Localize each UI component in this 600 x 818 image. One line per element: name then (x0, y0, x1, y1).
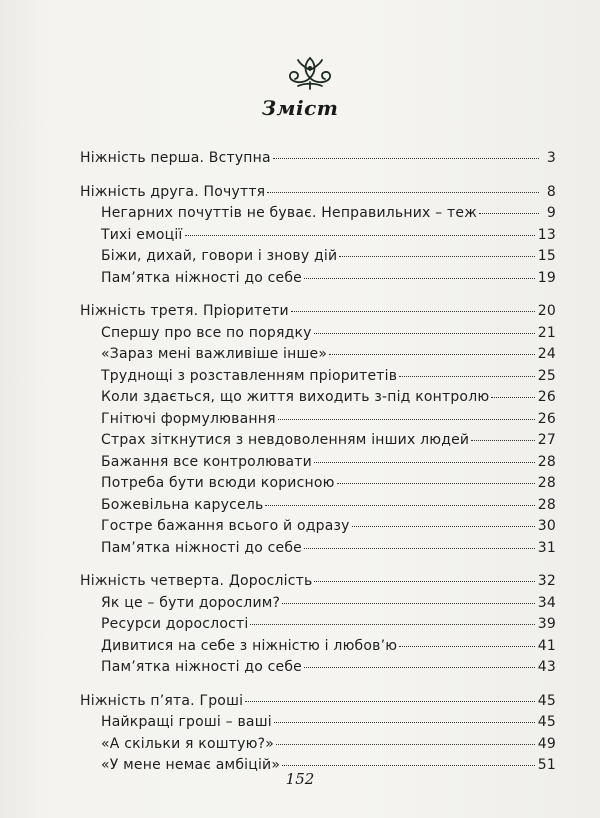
toc-entry-title: Найкращі гроші – ваші (101, 714, 272, 730)
toc-subentry-row (80, 538, 556, 560)
toc-entry-page: 28 (537, 496, 556, 513)
table-of-contents (80, 148, 556, 789)
toc-entry-title: Негарних почуттів не буває. Неправильних – теж (101, 205, 478, 221)
toc-entry-title: Ніжність друга. Почуття (80, 183, 266, 200)
toc-entry-title: Ресурси дорослості (101, 616, 249, 632)
dot-leader (314, 581, 534, 582)
toc-subentry-row (80, 473, 556, 495)
toc-subentry-row (80, 268, 556, 290)
dot-leader (304, 548, 535, 549)
dot-leader (282, 765, 535, 766)
toc-chapter-row (80, 148, 556, 170)
toc-entry-title: Пам’ятка ніжності до себе (101, 659, 302, 675)
toc-entry-page: 41 (537, 637, 556, 654)
dot-leader (304, 278, 535, 279)
toc-entry-title: Тихі емоції (101, 226, 183, 243)
toc-subentry-row (80, 712, 556, 734)
toc-entry-page: 45 (537, 692, 556, 709)
toc-chapter-row (80, 691, 556, 713)
toc-entry-title: Бажання все контролювати (101, 453, 312, 470)
toc-entry-page: 3 (546, 150, 556, 166)
page-number: 152 (285, 770, 315, 788)
toc-subentry-row (80, 430, 556, 452)
dot-leader (274, 722, 535, 723)
toc-subentry-row (80, 409, 556, 431)
toc-entry-page: 27 (537, 432, 556, 448)
dot-leader (314, 333, 535, 334)
dot-leader (352, 526, 535, 527)
toc-entry-page: 28 (537, 475, 556, 491)
toc-entry-page: 45 (537, 714, 556, 730)
toc-entry-page: 32 (537, 573, 556, 589)
toc-entry-page: 43 (537, 659, 556, 675)
toc-entry-title: Ніжність перша. Вступна (80, 150, 271, 166)
toc-subentry-row (80, 387, 556, 409)
dot-leader (479, 213, 539, 214)
toc-entry-title: Спершу про все по порядку (101, 324, 312, 341)
toc-entry-page: 49 (537, 735, 556, 752)
toc-entry-title: Ніжність четверта. Дорослість (80, 573, 313, 589)
toc-entry-title: Гнітючі формулювання (101, 410, 276, 427)
toc-entry-title: Пам’ятка ніжності до себе (101, 539, 302, 556)
toc-chapter-row (80, 571, 556, 593)
toc-subentry-row (80, 246, 556, 268)
toc-section (80, 182, 556, 290)
dot-leader (185, 235, 535, 236)
toc-entry-page: 28 (537, 453, 556, 470)
toc-entry-title: Гостре бажання всього й одразу (101, 518, 350, 534)
toc-subentry-row (80, 452, 556, 474)
toc-entry-title: Дивитися на себе з ніжністю і любов’ю (101, 637, 398, 654)
toc-entry-page: 26 (537, 389, 556, 405)
toc-entry-page: 30 (537, 518, 556, 534)
dot-leader (273, 158, 539, 159)
dot-leader (291, 311, 535, 312)
toc-subentry-row (80, 323, 556, 345)
toc-subentry-row (80, 657, 556, 679)
dot-leader (267, 192, 539, 193)
dot-leader (339, 256, 535, 257)
toc-subentry-row (80, 636, 556, 658)
toc-entry-page: 21 (537, 324, 556, 341)
toc-entry-title: Пам’ятка ніжності до себе (101, 269, 302, 286)
dot-leader (282, 603, 535, 604)
toc-entry-page: 26 (537, 410, 556, 427)
toc-chapter-row (80, 182, 556, 204)
toc-subentry-row (80, 225, 556, 247)
toc-subentry-row (80, 495, 556, 517)
dot-leader (471, 440, 535, 441)
dot-leader (329, 354, 535, 355)
toc-entry-page: 19 (537, 269, 556, 286)
toc-entry-page: 24 (537, 346, 556, 362)
toc-subentry-row (80, 734, 556, 756)
toc-section (80, 691, 556, 777)
toc-entry-page: 39 (537, 616, 556, 632)
dot-leader (337, 483, 535, 484)
toc-entry-page: 31 (537, 539, 556, 556)
toc-entry-title: Як це – бути дорослим? (101, 594, 281, 611)
dot-leader (399, 646, 535, 647)
toc-chapter-row (80, 301, 556, 323)
toc-subentry-row (80, 516, 556, 538)
toc-subentry-row (80, 614, 556, 636)
toc-entry-title: Труднощі з розставленням пріоритетів (101, 367, 398, 384)
toc-subentry-row (80, 593, 556, 615)
toc-subentry-row (80, 344, 556, 366)
toc-entry-page: 15 (537, 248, 556, 264)
dot-leader (278, 419, 535, 420)
toc-entry-title: Коли здається, що життя виходить з-під контролю (101, 389, 490, 405)
toc-entry-page: 25 (537, 367, 556, 384)
toc-entry-page: 20 (537, 303, 556, 319)
toc-entry-title: Ніжність п’ята. Гроші (80, 692, 244, 709)
dot-leader (250, 624, 534, 625)
dot-leader (491, 397, 534, 398)
toc-subentry-row (80, 203, 556, 225)
toc-entry-page: 9 (546, 205, 556, 221)
page-title: Зміст (261, 96, 339, 120)
toc-section (80, 571, 556, 679)
dot-leader (245, 701, 535, 702)
toc-entry-page: 13 (537, 226, 556, 243)
toc-entry-page: 34 (537, 594, 556, 611)
toc-entry-title: Божевільна карусель (101, 496, 264, 513)
dot-leader (265, 505, 534, 506)
toc-section (80, 148, 556, 170)
toc-entry-title: «А скільки я коштую?» (101, 735, 274, 752)
toc-entry-page: 8 (546, 183, 556, 200)
toc-entry-title: «У мене немає амбіцій» (101, 757, 281, 773)
toc-entry-page: 51 (537, 757, 556, 773)
floral-ornament-icon (284, 52, 336, 92)
dot-leader (399, 376, 535, 377)
dot-leader (276, 744, 535, 745)
toc-entry-title: Страх зіткнутися з невдоволенням інших людей (101, 432, 470, 448)
toc-entry-title: Потреба бути всюди корисною (101, 475, 335, 491)
dot-leader (314, 462, 535, 463)
toc-subentry-row (80, 366, 556, 388)
toc-entry-title: Ніжність третя. Пріоритети (80, 303, 289, 319)
toc-entry-title: Біжи, дихай, говори і знову дій (101, 248, 338, 264)
toc-entry-title: «Зараз мені важливіше інше» (101, 346, 328, 362)
dot-leader (304, 667, 535, 668)
toc-section (80, 301, 556, 559)
